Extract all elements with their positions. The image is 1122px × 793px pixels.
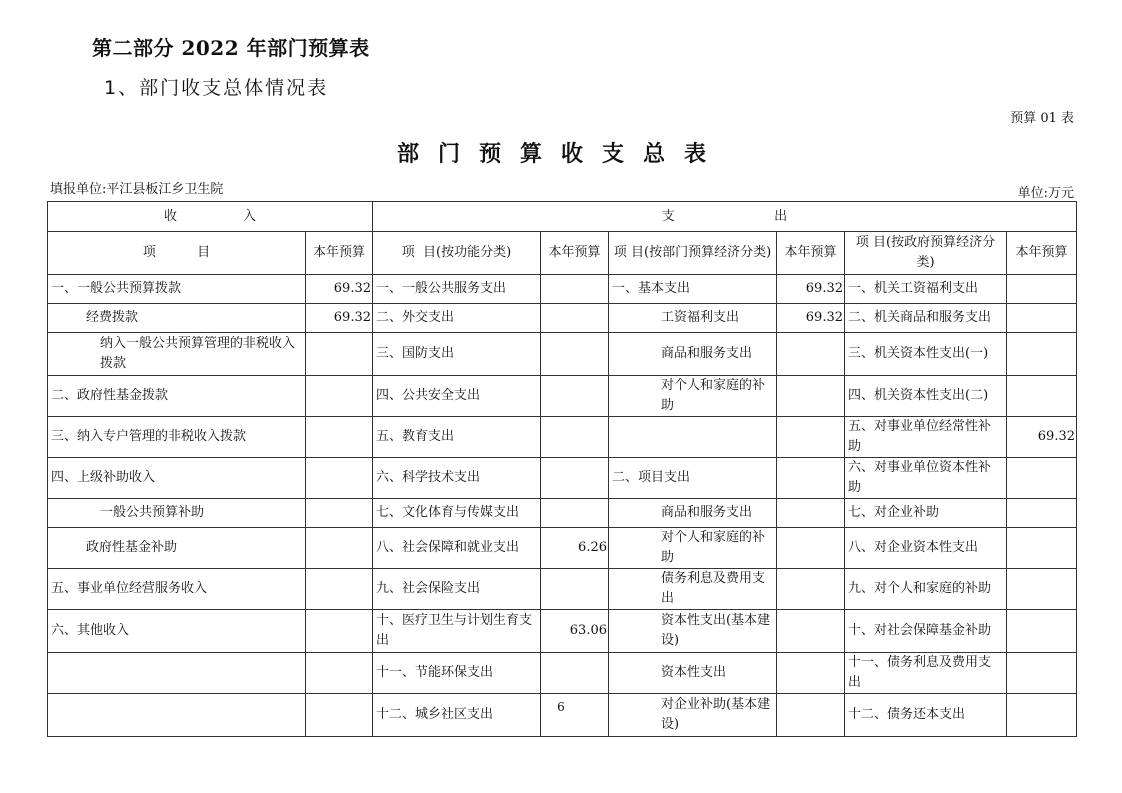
income-budget-cell [306,376,373,417]
function-budget-cell [541,275,609,304]
gov-item-cell: 十、对社会保障基金补助 [845,610,1007,653]
income-budget-cell [306,653,373,694]
function-item-cell: 十一、节能环保支出 [373,653,541,694]
table-row [48,499,1077,528]
income-item-cell: 政府性基金补助 [48,528,306,569]
column-header-row [48,232,1077,275]
gov-item-cell: 八、对企业资本性支出 [845,528,1007,569]
col-header-func-budget: 本年预算 [541,232,609,275]
function-budget-cell [541,376,609,417]
form-code: 预算 01 表 [1010,111,1074,126]
gov-budget-cell [1007,569,1077,610]
dept-item-cell: 工资福利支出 [609,304,777,333]
gov-budget-cell [1007,304,1077,333]
income-item-cell: 五、事业单位经营服务收入 [48,569,306,610]
income-item-cell: 经费拨款 [48,304,306,333]
table-row [48,569,1077,610]
gov-item-cell: 四、机关资本性支出(二) [845,376,1007,417]
dept-budget-cell [777,417,845,458]
dept-item-cell: 对个人和家庭的补助 [609,376,777,417]
table-row [48,610,1077,653]
dept-item-cell: 一、基本支出 [609,275,777,304]
dept-budget-cell [777,569,845,610]
gov-budget-cell [1007,376,1077,417]
dept-budget-cell [777,610,845,653]
income-budget-cell [306,528,373,569]
function-budget-cell [541,653,609,694]
gov-item-cell: 十二、债务还本支出 [845,694,1007,737]
function-budget-cell [541,569,609,610]
gov-item-cell: 五、对事业单位经常性补助 [845,417,1007,458]
gov-budget-cell: 69.32 [1007,417,1077,458]
gov-item-cell: 七、对企业补助 [845,499,1007,528]
gov-item-cell: 一、机关工资福利支出 [845,275,1007,304]
income-budget-cell [306,610,373,653]
col-header-dept-budget: 本年预算 [777,232,845,275]
income-budget-cell: 69.32 [306,275,373,304]
gov-item-cell: 二、机关商品和服务支出 [845,304,1007,333]
col-header-func-item: 项 目(按功能分类) [373,232,541,275]
group-header-row [48,202,1077,232]
function-budget-cell [541,417,609,458]
income-item-cell: 三、纳入专户管理的非税收入拨款 [48,417,306,458]
function-item-cell: 五、教育支出 [373,417,541,458]
budget-table [47,201,1077,737]
table-row [48,333,1077,376]
dept-budget-cell: 69.32 [777,275,845,304]
dept-budget-cell [777,376,845,417]
col-header-income-item: 项 目 [48,232,306,275]
table-row [48,376,1077,417]
function-item-cell: 四、公共安全支出 [373,376,541,417]
income-group-header: 收 入 [48,202,373,232]
dept-item-cell: 对企业补助(基本建设) [609,694,777,737]
gov-budget-cell [1007,458,1077,499]
function-item-cell: 三、国防支出 [373,333,541,376]
function-budget-cell [541,499,609,528]
col-header-dept-item: 项 目(按部门预算经济分类) [609,232,777,275]
section-subtitle: 1、部门收支总体情况表 [104,77,329,99]
gov-budget-cell [1007,610,1077,653]
function-item-cell: 十、医疗卫生与计划生育支出 [373,610,541,653]
reporting-unit: 填报单位:平江县板江乡卫生院 [50,182,224,197]
dept-item-cell: 商品和服务支出 [609,333,777,376]
income-budget-cell [306,417,373,458]
page-number: 6 [557,700,565,714]
function-budget-cell: 63.06 [541,610,609,653]
function-item-cell: 十二、城乡社区支出 [373,694,541,737]
expense-group-header: 支 出 [373,202,1077,232]
gov-item-cell: 三、机关资本性支出(一) [845,333,1007,376]
gov-budget-cell [1007,653,1077,694]
dept-item-cell: 债务利息及费用支出 [609,569,777,610]
dept-item-cell [609,417,777,458]
col-header-income-budget: 本年预算 [306,232,373,275]
income-item-cell: 四、上级补助收入 [48,458,306,499]
income-item-cell: 六、其他收入 [48,610,306,653]
income-item-cell [48,653,306,694]
table-row [48,417,1077,458]
income-item-cell: 二、政府性基金拨款 [48,376,306,417]
col-header-gov-item: 项 目(按政府预算经济分类) [845,232,1007,275]
dept-budget-cell [777,528,845,569]
currency-unit: 单位:万元 [1017,186,1074,201]
part-title: 第二部分 2022 年部门预算表 [92,36,370,60]
gov-budget-cell [1007,275,1077,304]
table-row [48,304,1077,333]
income-item-cell: 一般公共预算补助 [48,499,306,528]
function-item-cell: 一、一般公共服务支出 [373,275,541,304]
function-budget-cell [541,458,609,499]
table-row [48,458,1077,499]
gov-budget-cell [1007,499,1077,528]
table-row [48,528,1077,569]
income-budget-cell [306,458,373,499]
function-item-cell: 六、科学技术支出 [373,458,541,499]
function-budget-cell: 6.26 [541,528,609,569]
gov-item-cell: 十一、债务利息及费用支出 [845,653,1007,694]
gov-budget-cell [1007,528,1077,569]
income-budget-cell [306,333,373,376]
income-item-cell: 纳入一般公共预算管理的非税收入拨款 [48,333,306,376]
dept-item-cell: 资本性支出 [609,653,777,694]
income-budget-cell: 69.32 [306,304,373,333]
function-item-cell: 九、社会保险支出 [373,569,541,610]
function-item-cell: 二、外交支出 [373,304,541,333]
gov-item-cell: 九、对个人和家庭的补助 [845,569,1007,610]
function-budget-cell [541,304,609,333]
dept-budget-cell [777,333,845,376]
income-item-cell: 一、一般公共预算拨款 [48,275,306,304]
table-title: 部门预算收支总表 [396,141,725,167]
function-item-cell: 八、社会保障和就业支出 [373,528,541,569]
table-row [48,653,1077,694]
income-budget-cell [306,569,373,610]
table-row [48,275,1077,304]
dept-item-cell: 商品和服务支出 [609,499,777,528]
dept-budget-cell: 69.32 [777,304,845,333]
col-header-gov-budget: 本年预算 [1007,232,1077,275]
gov-budget-cell [1007,333,1077,376]
dept-item-cell: 资本性支出(基本建设) [609,610,777,653]
function-budget-cell [541,333,609,376]
dept-item-cell: 对个人和家庭的补助 [609,528,777,569]
dept-budget-cell [777,653,845,694]
dept-item-cell: 二、项目支出 [609,458,777,499]
gov-item-cell: 六、对事业单位资本性补助 [845,458,1007,499]
dept-budget-cell [777,458,845,499]
income-budget-cell [306,499,373,528]
function-item-cell: 七、文化体育与传媒支出 [373,499,541,528]
dept-budget-cell [777,499,845,528]
